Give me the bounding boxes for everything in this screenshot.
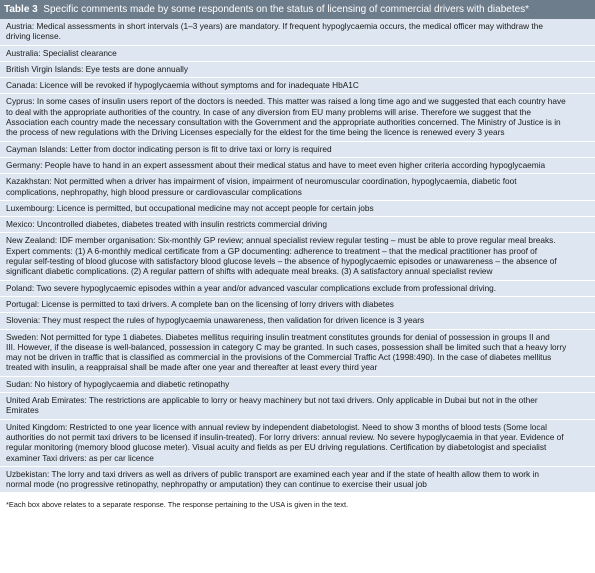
- table-row: [0, 330, 595, 377]
- table-row: [0, 19, 595, 46]
- comment-text: IDF member organisation: Six-monthly GP review; annual specialist review regular testing – must be able to prove regular meal breaks. Expert comments: (1) A 6-monthly medical certificate from a GP documenting: adherence to treatment – that the medical practitioner has proof of regular self-testing of blood glucose with satisfactory blood glucose levels – the absence of hypoglycaemic episodes or unawareness – the absence of significant diabetic complications. (2) A regular pattern of shifts with adequate meal breaks. (3) A satisfactory annual specialist review: [6, 235, 557, 277]
- country-name: Cyprus: [6, 96, 33, 107]
- comment-text: Medical assessments in short intervals (1–3 years) are mandatory. If frequent hypoglycaemia occurs, the medical officer may withdraw the driving license.: [6, 21, 543, 42]
- table-title-bar: [0, 0, 595, 19]
- separator: :: [40, 159, 45, 170]
- country-name: Sudan: [6, 378, 30, 389]
- separator: :: [54, 235, 60, 246]
- separator: :: [47, 468, 52, 479]
- country-name: Portugal: [6, 298, 37, 309]
- comments-table: [0, 19, 595, 493]
- table-row: [0, 94, 595, 141]
- table-footnote: *Each box above relates to a separate response. The response pertaining to the USA is given in the text.: [6, 500, 349, 510]
- comment-text: Restricted to one year licence with annual review by independent diabetologist. Need to show 3 months of blood tests (Some local authorities do not permit taxi drivers to be licensed if insulin-treated). For lorry drivers: annual review. No severe hypoglycaemia in that year. Evidence of regular monitoring (memory blood glucose meter). Visual acuity and fields as per EU driving regulations. Certification by diabetologist and specialist examiner Taxi drivers: as per car licence: [6, 421, 564, 463]
- table-row: [0, 201, 595, 217]
- comment-text: Not permitted when a driver has impairment of vision, impairment of neuromuscular coordination, hypoglycaemia, diabetic foot complications, nephropathy, high blood pressure or cardiovascular complications: [6, 176, 517, 197]
- table-row: [0, 233, 595, 280]
- separator: :: [65, 421, 70, 432]
- country-name: New Zealand: [6, 235, 55, 246]
- country-name: United Arab Emirates: [6, 395, 85, 406]
- comment-text: No history of hypoglycaemia and diabetic retinopathy: [34, 378, 230, 389]
- separator: :: [31, 21, 37, 31]
- country-name: Uzbekistan: [6, 468, 48, 479]
- separator: :: [38, 47, 43, 58]
- table-row: [0, 281, 595, 297]
- table-row: [0, 78, 595, 94]
- table-row: [0, 142, 595, 158]
- separator: :: [65, 143, 71, 154]
- separator: :: [84, 395, 89, 406]
- table-row: [0, 393, 595, 420]
- table-caption: Specific comments made by some respondents on the status of licensing of commercial drivers with diabetes*: [43, 4, 530, 15]
- country-name: Kazakhstan: [6, 176, 50, 187]
- comment-text: License is permitted to taxi drivers. A complete ban on the licensing of lorry drivers with diabetes: [41, 298, 394, 309]
- country-name: Luxembourg: [6, 202, 53, 213]
- comment-text: The restrictions are applicable to lorry or heavy machinery but not taxi drivers. Only applicable in Dubai but not in the other Emirates: [6, 395, 538, 416]
- separator: :: [30, 378, 35, 389]
- comment-text: Letter from doctor indicating person is fit to drive taxi or lorry is required: [70, 143, 332, 154]
- comment-text: Not permitted for type 1 diabetes. Diabetes mellitus requiring insulin treatment constitutes grounds for denial of possession in groups II and III. However, if the disease is well-balanced, possession in category C may be granted. In such cases, possession shall be limited such that a heavy lorry may not be driven in traffic that is classified as commercial in the provisions of the Commercial Traffic Act (1998:490). In the case of diabetes mellitus treated with insulin, a reappraisal shall be made after one year and thereafter at least every third year: [6, 331, 567, 373]
- separator: :: [32, 96, 37, 107]
- table-row: [0, 46, 595, 62]
- comment-text: Licence is permitted, but occupational medicine may not accept people for certain jobs: [56, 202, 374, 213]
- comment-text: Two severe hypoglycaemic episodes within a year and/or advanced vascular complications exclude from professional driving.: [36, 282, 497, 293]
- table-row: [0, 158, 595, 174]
- table-row: [0, 420, 595, 467]
- comment-text: They must respect the rules of hypoglycaemia unawareness, then validation for driven licence is 3 years: [42, 315, 425, 326]
- table-row: [0, 217, 595, 233]
- table-row: [0, 377, 595, 393]
- comment-text: People have to hand in an expert assessment about their medical status and have to meet even higher criteria according hypoglycaemia: [44, 159, 546, 170]
- country-name: Mexico: [6, 219, 33, 230]
- table-row: [0, 174, 595, 201]
- country-name: British Virgin Islands: [6, 63, 82, 74]
- table-row: [0, 297, 595, 313]
- separator: :: [37, 315, 43, 326]
- country-name: Australia: [6, 47, 39, 58]
- separator: :: [52, 202, 57, 213]
- separator: :: [49, 176, 54, 187]
- country-name: Germany: [6, 159, 41, 170]
- country-name: Sweden: [6, 331, 36, 342]
- country-name: Cayman Islands: [6, 143, 66, 154]
- table-row: [0, 467, 595, 494]
- comment-text: The lorry and taxi drivers as well as drivers of public transport are examined each year and if the state of health allow them to work in normal mode (no progressive retinopathy, nephropathy or amputation) they can continue to exercise their usual job: [6, 468, 539, 490]
- comment-text: In some cases of insulin users report of the doctors is needed. This matter was raised a long time ago and we suggested that each country have to deal with the appropriate authorities of the country. In case of any diversion from EU many problems will arise. Therefore we suggest that the Association each country made the necessary consultation with the Government and the appropriate authorities concerned. The Ministry of Justice is in the process of new regulations with the Driving Licenses especially for the eldest for the time being the licence is renewed every 3 years: [6, 96, 566, 138]
- table-number: Table 3: [4, 4, 38, 15]
- separator: :: [81, 63, 86, 74]
- country-name: Slovenia: [6, 315, 38, 326]
- table-row: [0, 313, 595, 329]
- separator: :: [32, 219, 37, 230]
- table-row: [0, 62, 595, 78]
- separator: :: [35, 331, 41, 342]
- comment-text: Licence will be revoked if hypoglycaemia without symptoms and for inadequate HbA1C: [39, 80, 359, 91]
- country-name: Poland: [6, 282, 32, 293]
- comment-text: Eye tests are done annually: [85, 63, 189, 74]
- comment-text: Specialist clearance: [42, 47, 117, 58]
- country-name: United Kingdom: [6, 421, 66, 432]
- country-name: Austria: [6, 21, 32, 31]
- separator: :: [31, 282, 37, 293]
- comment-text: Uncontrolled diabetes, diabetes treated with insulin restricts commercial driving: [36, 219, 327, 230]
- separator: :: [35, 80, 40, 91]
- separator: :: [36, 298, 42, 309]
- country-name: Canada: [6, 80, 36, 91]
